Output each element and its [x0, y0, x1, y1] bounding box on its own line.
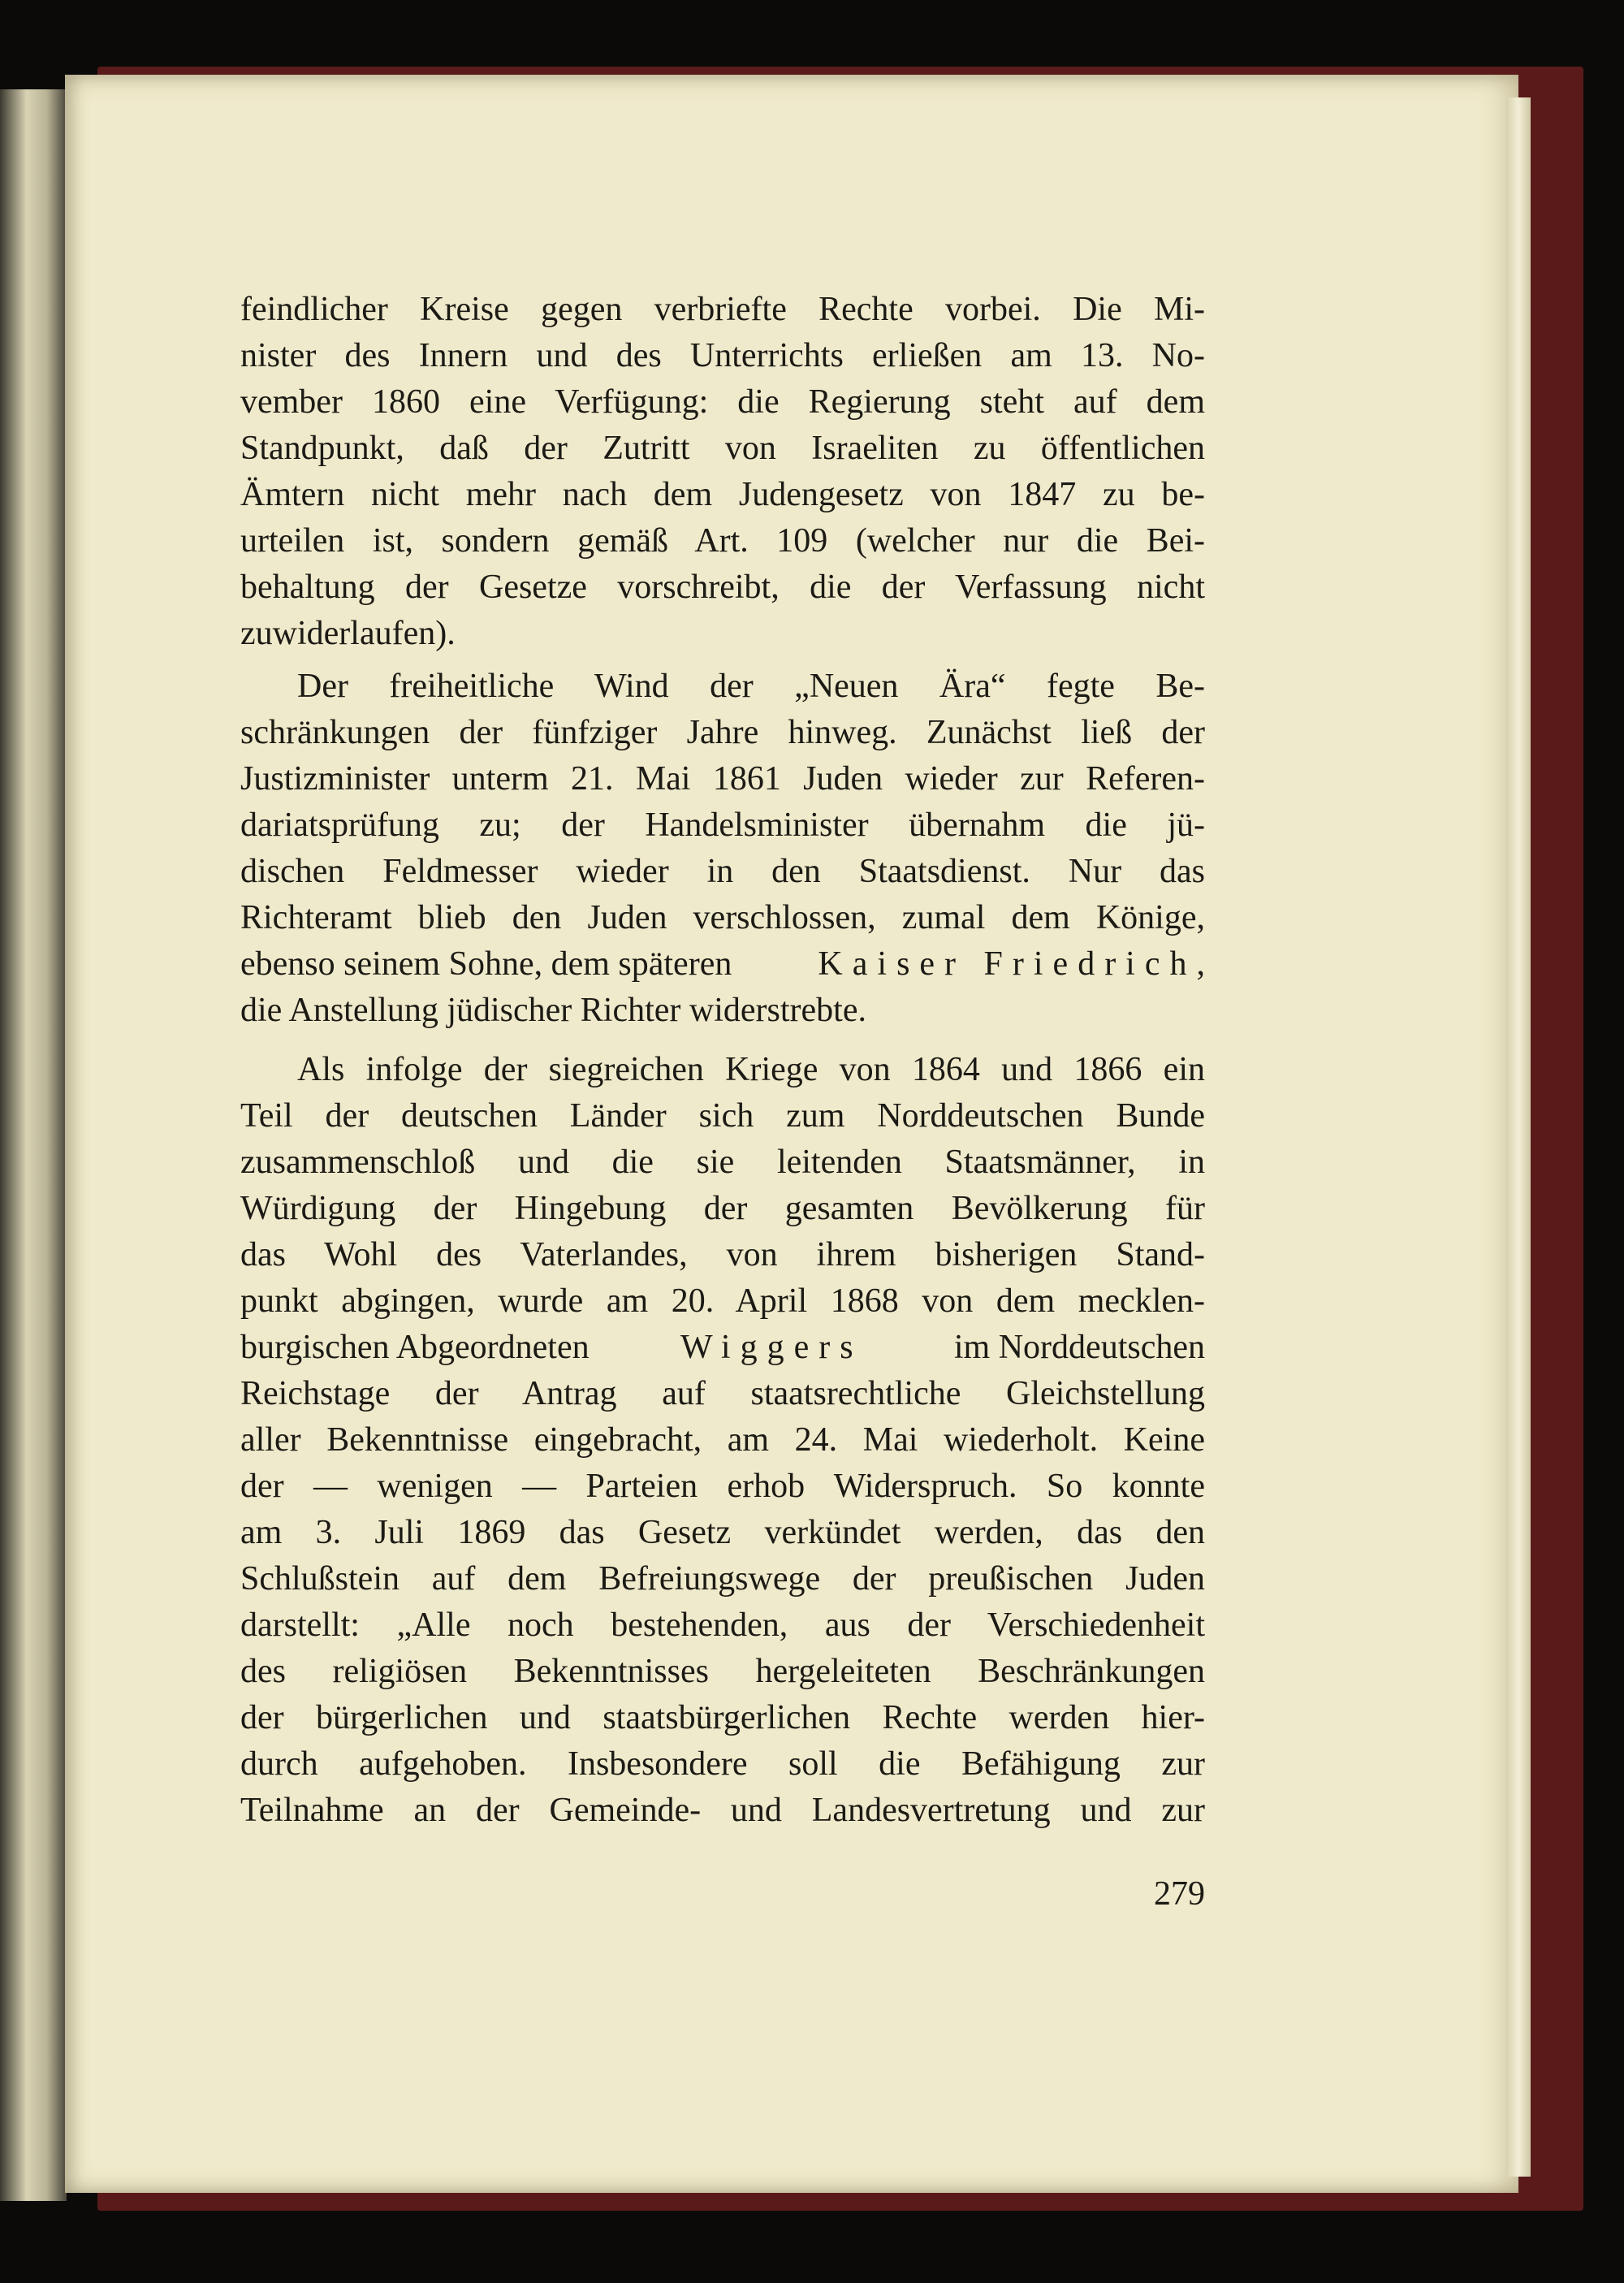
- text-line: schränkungen der fünfziger Jahre hinweg. Zunächst ließ der: [240, 714, 1205, 751]
- text-line: der bürgerlichen und staatsbürgerlichen Rechte werden hier-: [240, 1699, 1205, 1736]
- spaced-name: Kaiser Friedrich: [818, 945, 1197, 983]
- text-line: Ämtern nicht mehr nach dem Judengesetz von 1847 zu be-: [240, 476, 1205, 513]
- text-line: Reichstage der Antrag auf staatsrechtliche Gleichstellung: [240, 1375, 1205, 1412]
- paragraph-3: [240, 1047, 1205, 1834]
- text-line: Standpunkt, daß der Zutritt von Israeliten zu öffentlichen: [240, 430, 1205, 467]
- text-line: zuwiderlaufen).: [240, 615, 456, 652]
- text-line: Teilnahme an der Gemeinde- und Landesvertretung und zur: [240, 1792, 1205, 1829]
- page-stack-edge: [1506, 97, 1531, 2177]
- text-line: vember 1860 eine Verfügung: die Regierung steht auf dem: [240, 383, 1205, 421]
- text-line: Richteramt blieb den Juden verschlossen, zumal dem Könige,: [240, 899, 1205, 936]
- text-line: punkt abgingen, wurde am 20. April 1868 von dem mecklen-: [240, 1282, 1205, 1320]
- paragraph-2: [240, 664, 1205, 1034]
- text-line: Schlußstein auf dem Befreiungswege der preußischen Juden: [240, 1560, 1205, 1598]
- text-line: am 3. Juli 1869 das Gesetz verkündet werden, das den: [240, 1514, 1205, 1551]
- text-line: nister des Innern und des Unterrichts erließen am 13. No-: [240, 337, 1205, 374]
- text-line: Justizminister unterm 21. Mai 1861 Juden wieder zur Referen-: [240, 760, 1205, 798]
- text-line: urteilen ist, sondern gemäß Art. 109 (welcher nur die Bei-: [240, 522, 1205, 560]
- text-line: ebenso seinem Sohne, dem späteren: [240, 945, 732, 983]
- text-line: Teil der deutschen Länder sich zum Norddeutschen Bunde: [240, 1097, 1205, 1135]
- text-line: des religiösen Bekenntnisses hergeleiteten Beschränkungen: [240, 1653, 1205, 1690]
- text-line: zusammenschloß und die sie leitenden Staatsmänner, in: [240, 1144, 1205, 1181]
- spaced-name: Wiggers: [680, 1329, 863, 1366]
- text-line: burgischen Abgeordneten: [240, 1329, 590, 1366]
- text-line: das Wohl des Vaterlandes, von ihrem bisherigen Stand-: [240, 1236, 1205, 1273]
- text-line: Würdigung der Hingebung der gesamten Bevölkerung für: [240, 1190, 1205, 1227]
- paragraph-1: [240, 287, 1205, 657]
- text-line: durch aufgehoben. Insbesondere soll die Befähigung zur: [240, 1745, 1205, 1783]
- text-line: Der freiheitliche Wind der „Neuen Ära“ fegte Be-: [297, 668, 1205, 705]
- text-line: Als infolge der siegreichen Kriege von 1864 und 1866 ein: [297, 1051, 1205, 1088]
- text-line: im Norddeutschen: [953, 1329, 1205, 1366]
- text-line: dischen Feldmesser wieder in den Staatsdienst. Nur das: [240, 853, 1205, 890]
- text-line: darstellt: „Alle noch bestehenden, aus der Verschiedenheit: [240, 1606, 1205, 1644]
- page-number: 279: [1154, 1875, 1205, 1913]
- punctuation: ,: [1196, 945, 1205, 983]
- text-line: der — wenigen — Parteien erhob Widerspruch. So konnte: [240, 1468, 1205, 1505]
- left-page-edge: [0, 89, 67, 2201]
- text-line: dariatsprüfung zu; der Handelsminister übernahm die jü-: [240, 806, 1205, 844]
- text-line: feindlicher Kreise gegen verbriefte Rechte vorbei. Die Mi-: [240, 291, 1205, 328]
- text-line: aller Bekenntnisse eingebracht, am 24. Mai wiederholt. Keine: [240, 1421, 1205, 1459]
- text-line: die Anstellung jüdischer Richter widerstrebte.: [240, 992, 866, 1029]
- text-line: behaltung der Gesetze vorschreibt, die der Verfassung nicht: [240, 569, 1205, 606]
